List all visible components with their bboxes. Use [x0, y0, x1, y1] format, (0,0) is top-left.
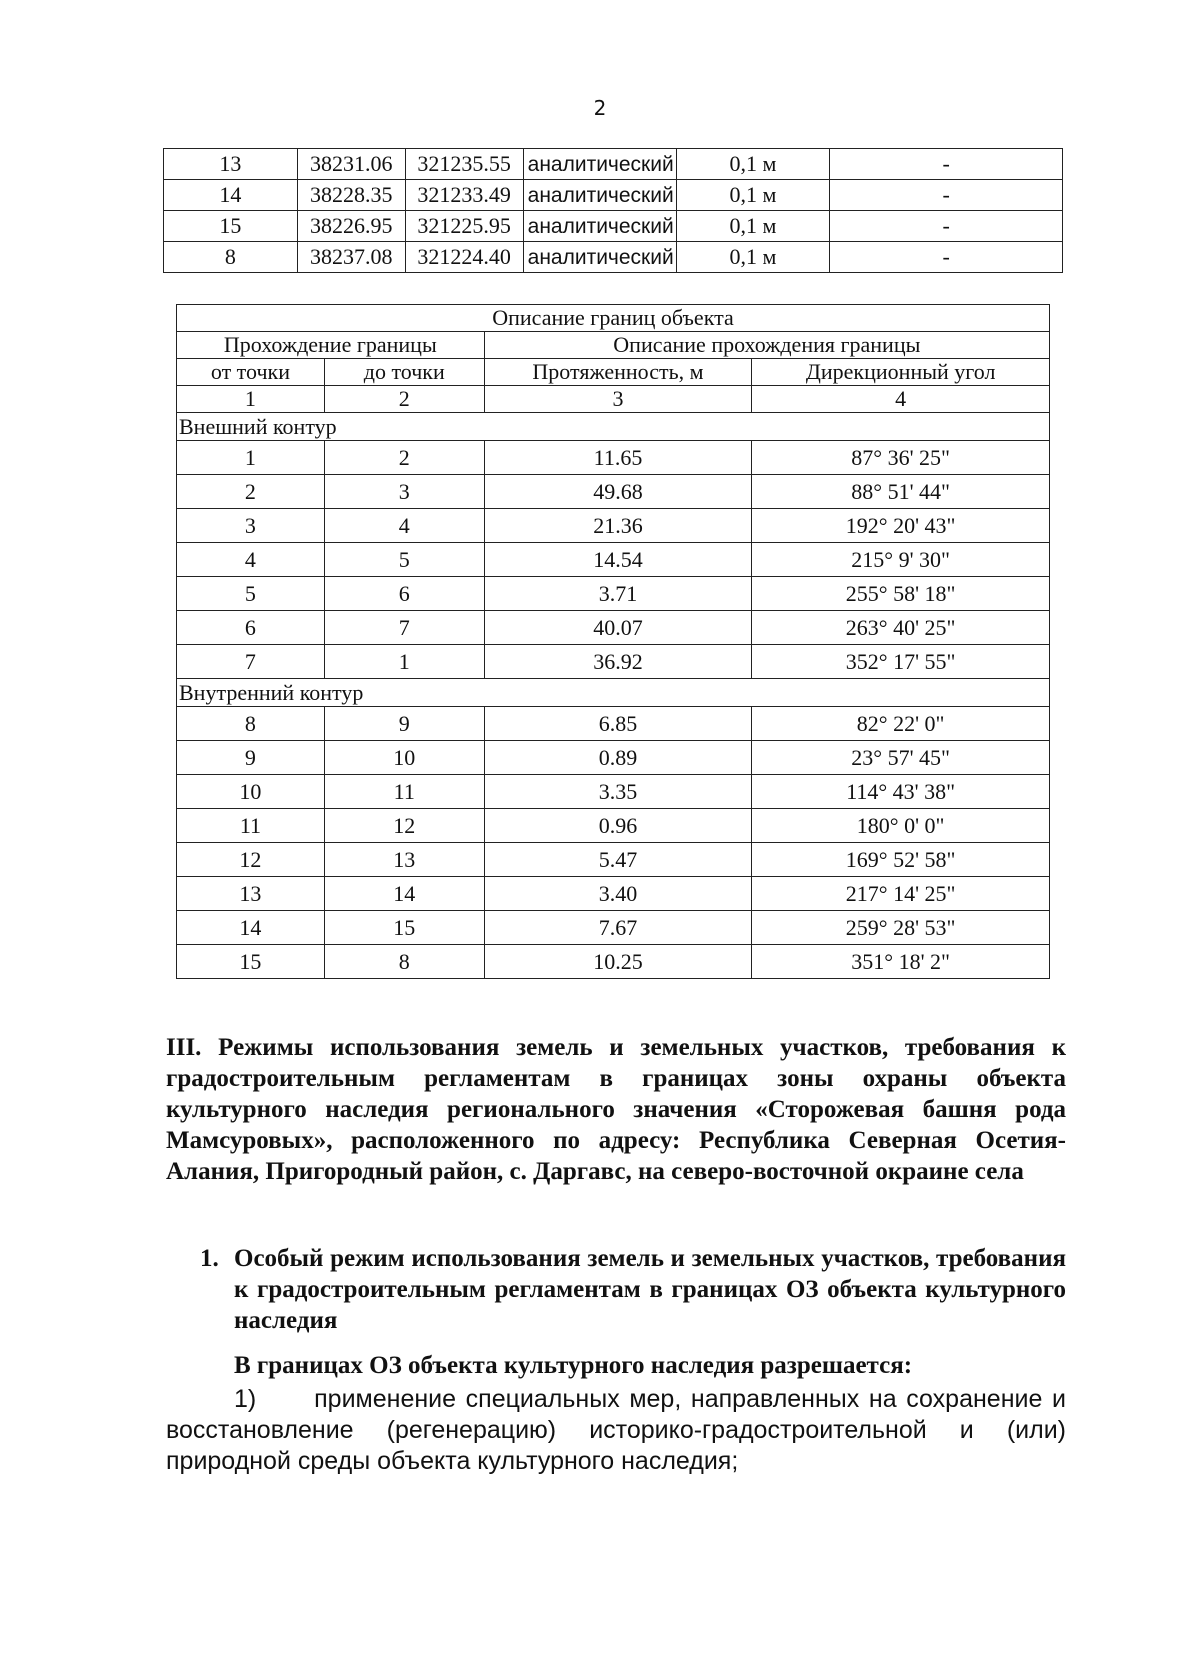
from-point-cell: 7	[177, 645, 325, 679]
angle-cell: 87° 36' 25"	[752, 441, 1050, 475]
allowed-heading: В границах ОЗ объекта культурного наследия разрешается:	[234, 1352, 913, 1379]
description-cell: -	[830, 149, 1063, 180]
point-number-cell: 13	[164, 149, 298, 180]
table-row	[177, 911, 1050, 945]
angle-cell: 82° 22' 0"	[752, 707, 1050, 741]
column-header-to: до точки	[324, 359, 484, 386]
table-row	[177, 509, 1050, 543]
item-1-line2: восстановление (регенерацию) историко-градостроительной и (или)	[166, 1416, 1066, 1444]
angle-cell: 88° 51' 44"	[752, 475, 1050, 509]
from-point-cell: 15	[177, 945, 325, 979]
angle-cell: 217° 14' 25"	[752, 877, 1050, 911]
angle-cell: 114° 43' 38"	[752, 775, 1050, 809]
x-coordinate-cell: 38228.35	[297, 180, 405, 211]
length-cell: 5.47	[484, 843, 752, 877]
coordinates-table	[163, 148, 1063, 273]
length-cell: 3.71	[484, 577, 752, 611]
column-number: 2	[324, 386, 484, 413]
column-header-length: Протяженность, м	[484, 359, 752, 386]
angle-cell: 263° 40' 25"	[752, 611, 1050, 645]
angle-cell: 169° 52' 58"	[752, 843, 1050, 877]
description-cell: -	[830, 242, 1063, 273]
angle-cell: 255° 58' 18"	[752, 577, 1050, 611]
table-row	[177, 707, 1050, 741]
table-row	[177, 877, 1050, 911]
from-point-cell: 9	[177, 741, 325, 775]
outer-contour-label: Внешний контур	[177, 413, 1050, 441]
table-row	[177, 645, 1050, 679]
table-row	[177, 843, 1050, 877]
table-row	[177, 809, 1050, 843]
length-cell: 10.25	[484, 945, 752, 979]
y-coordinate-cell: 321225.95	[405, 211, 523, 242]
x-coordinate-cell: 38231.06	[297, 149, 405, 180]
length-cell: 3.40	[484, 877, 752, 911]
description-cell: -	[830, 211, 1063, 242]
angle-cell: 352° 17' 55"	[752, 645, 1050, 679]
angle-cell: 192° 20' 43"	[752, 509, 1050, 543]
length-cell: 7.67	[484, 911, 752, 945]
to-point-cell: 14	[324, 877, 484, 911]
from-point-cell: 11	[177, 809, 325, 843]
from-point-cell: 3	[177, 509, 325, 543]
from-point-cell: 6	[177, 611, 325, 645]
subsection-1-number: 1.	[200, 1245, 219, 1272]
column-header-from: от точки	[177, 359, 325, 386]
method-cell: аналитический	[523, 149, 676, 180]
length-cell: 21.36	[484, 509, 752, 543]
section-3-heading: III. Режимы использования земель и земельных участков, требования к градостроительным регламентам в границах зоны охраны объекта культурного наследия регионального значения «Сторожевая башня рода Мамсуровых», расположенного по адресу: Республика Северная Осетия-Алания, Пригородный район, с. Даргавс, на северо-восточной окраине села	[166, 1034, 1066, 1185]
group-header-description: Описание прохождения границы	[484, 332, 1049, 359]
column-number: 3	[484, 386, 752, 413]
length-cell: 36.92	[484, 645, 752, 679]
subsection-1-text: Особый режим использования земель и земельных участков, требования к градостроительным регламентам в границах ОЗ объекта культурного наследия	[234, 1245, 1066, 1334]
angle-cell: 351° 18' 2"	[752, 945, 1050, 979]
from-point-cell: 4	[177, 543, 325, 577]
x-coordinate-cell: 38237.08	[297, 242, 405, 273]
from-point-cell: 2	[177, 475, 325, 509]
table-row	[164, 180, 1063, 211]
to-point-cell: 7	[324, 611, 484, 645]
column-number: 4	[752, 386, 1050, 413]
length-cell: 11.65	[484, 441, 752, 475]
table-row	[164, 149, 1063, 180]
to-point-cell: 2	[324, 441, 484, 475]
item-1-number: 1)	[234, 1385, 257, 1413]
to-point-cell: 12	[324, 809, 484, 843]
point-number-cell: 8	[164, 242, 298, 273]
length-cell: 0.96	[484, 809, 752, 843]
method-cell: аналитический	[523, 242, 676, 273]
description-cell: -	[830, 180, 1063, 211]
page-number: 2	[593, 96, 607, 120]
angle-cell: 259° 28' 53"	[752, 911, 1050, 945]
accuracy-cell: 0,1 м	[676, 211, 830, 242]
table-row	[177, 475, 1050, 509]
point-number-cell: 15	[164, 211, 298, 242]
from-point-cell: 1	[177, 441, 325, 475]
to-point-cell: 13	[324, 843, 484, 877]
boundary-description-table	[176, 304, 1050, 979]
table-row	[177, 611, 1050, 645]
item-1-line1: применение специальных мер, направленных на сохранение и	[314, 1385, 1066, 1413]
method-cell: аналитический	[523, 211, 676, 242]
table-row	[177, 945, 1050, 979]
boundary-table-title: Описание границ объекта	[177, 305, 1050, 332]
column-number: 1	[177, 386, 325, 413]
to-point-cell: 6	[324, 577, 484, 611]
item-1-line3: природной среды объекта культурного наследия;	[166, 1447, 739, 1475]
from-point-cell: 13	[177, 877, 325, 911]
length-cell: 6.85	[484, 707, 752, 741]
list-item	[166, 1384, 1066, 1477]
to-point-cell: 3	[324, 475, 484, 509]
method-cell: аналитический	[523, 180, 676, 211]
length-cell: 40.07	[484, 611, 752, 645]
table-row	[177, 741, 1050, 775]
subsection-1-heading	[200, 1243, 1066, 1336]
accuracy-cell: 0,1 м	[676, 149, 830, 180]
y-coordinate-cell: 321233.49	[405, 180, 523, 211]
table-row	[177, 441, 1050, 475]
angle-cell: 180° 0' 0"	[752, 809, 1050, 843]
y-coordinate-cell: 321235.55	[405, 149, 523, 180]
to-point-cell: 10	[324, 741, 484, 775]
from-point-cell: 8	[177, 707, 325, 741]
length-cell: 14.54	[484, 543, 752, 577]
item-1-first-line	[166, 1384, 1066, 1415]
to-point-cell: 15	[324, 911, 484, 945]
from-point-cell: 12	[177, 843, 325, 877]
to-point-cell: 1	[324, 645, 484, 679]
to-point-cell: 9	[324, 707, 484, 741]
group-header-passage: Прохождение границы	[177, 332, 485, 359]
from-point-cell: 14	[177, 911, 325, 945]
table-row	[164, 211, 1063, 242]
length-cell: 0.89	[484, 741, 752, 775]
table-row	[177, 543, 1050, 577]
x-coordinate-cell: 38226.95	[297, 211, 405, 242]
to-point-cell: 5	[324, 543, 484, 577]
y-coordinate-cell: 321224.40	[405, 242, 523, 273]
to-point-cell: 11	[324, 775, 484, 809]
column-header-angle: Дирекционный угол	[752, 359, 1050, 386]
table-row	[177, 775, 1050, 809]
from-point-cell: 5	[177, 577, 325, 611]
length-cell: 3.35	[484, 775, 752, 809]
angle-cell: 215° 9' 30"	[752, 543, 1050, 577]
to-point-cell: 8	[324, 945, 484, 979]
to-point-cell: 4	[324, 509, 484, 543]
accuracy-cell: 0,1 м	[676, 242, 830, 273]
point-number-cell: 14	[164, 180, 298, 211]
table-row	[177, 577, 1050, 611]
angle-cell: 23° 57' 45"	[752, 741, 1050, 775]
accuracy-cell: 0,1 м	[676, 180, 830, 211]
inner-contour-label: Внутренний контур	[177, 679, 1050, 707]
from-point-cell: 10	[177, 775, 325, 809]
table-row	[164, 242, 1063, 273]
length-cell: 49.68	[484, 475, 752, 509]
